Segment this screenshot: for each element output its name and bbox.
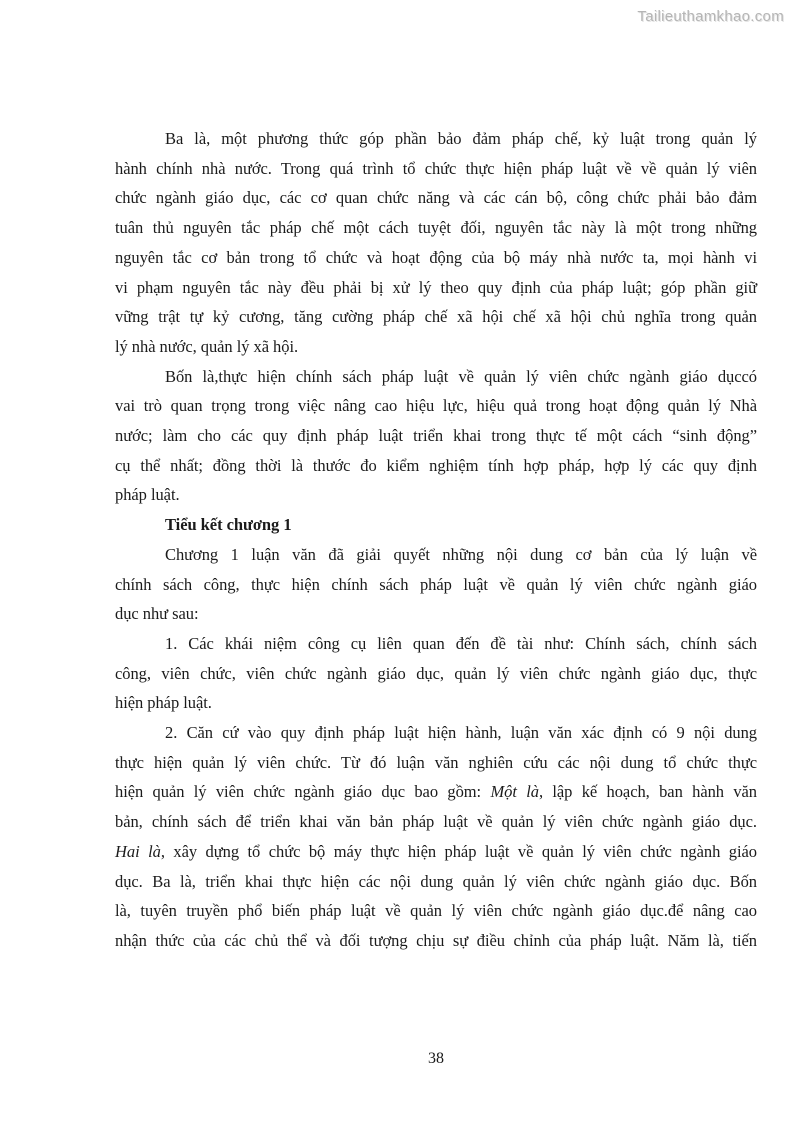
text-line — [115, 777, 757, 807]
text-line: nguyên tắc cơ bản trong tổ chức và hoạt động của bộ máy nhà nước ta, mọi hành vi — [115, 247, 757, 267]
text-line: dục như sau: — [115, 604, 199, 624]
text-line — [115, 837, 757, 867]
text-line: Chương 1 luận văn đã giải quyết những nội dung cơ bản của lý luận về — [165, 544, 757, 564]
text-line: Ba là, một phương thức góp phần bảo đảm pháp chế, kỷ luật trong quản lý — [165, 129, 757, 148]
paragraph — [115, 718, 757, 956]
text-line: chức ngành giáo dục, các cơ quan chức năng và các cán bộ, công chức phải bảo đảm — [115, 188, 757, 208]
text-line: hành chính nhà nước. Trong quá trình tổ chức thực hiện pháp luật về về quản lý viên — [115, 158, 757, 178]
text-line: công, viên chức, viên chức ngành giáo dục, quản lý viên chức ngành giáo dục, thực — [115, 663, 757, 683]
text-line: vai trò quan trọng trong việc nâng cao hiệu lực, hiệu quả trong hoạt động quản lý Nhà — [115, 396, 757, 416]
text-segment-italic: Một là — [490, 782, 539, 802]
text-line: dục. Ba là, triển khai thực hiện các nội dung quản lý viên chức ngành giáo dục. Bốn — [115, 871, 757, 891]
text-segment: , xây dựng tổ chức bộ máy thực hiện pháp luật về quản lý viên chức ngành giáo — [160, 841, 757, 861]
text-segment: hiện quản lý viên chức ngành giáo dục bao gồm: — [115, 782, 491, 802]
text-line: thực hiện quản lý viên chức. Từ đó luận văn nghiên cứu các nội dung tổ chức thực — [115, 752, 757, 772]
text-line: cụ thể nhất; đồng thời là thước đo kiểm nghiệm tính hợp pháp, hợp lý các quy định — [115, 455, 757, 475]
text-line: 2. Căn cứ vào quy định pháp luật hiện hành, luận văn xác định có 9 nội dung — [165, 723, 757, 743]
document-body — [115, 124, 757, 956]
watermark: Tailieuthamkhao.com — [637, 8, 784, 25]
text-line: chính sách công, thực hiện chính sách pháp luật về quản lý viên chức ngành giáo — [115, 574, 757, 594]
text-segment: , lập kế hoạch, ban hành văn — [538, 782, 758, 802]
paragraph — [115, 362, 757, 511]
text-segment-italic: Hai là — [115, 841, 161, 861]
paragraph — [115, 124, 757, 362]
page-number: 38 — [428, 1050, 444, 1067]
text-line: Bốn là,thực hiện chính sách pháp luật về quản lý viên chức ngành giáo dụccó — [165, 366, 757, 386]
paragraph — [115, 629, 757, 718]
text-line: vi phạm nguyên tắc này đều phải bị xử lý theo quy định của pháp luật; góp phần giữ — [115, 277, 757, 297]
text-line: tuân thủ nguyên tắc pháp chế một cách tuyệt đối, nguyên tắc này là một trong những — [115, 218, 757, 238]
text-line: lý nhà nước, quản lý xã hội. — [115, 336, 299, 356]
text-line: là, tuyên truyền phổ biến pháp luật về quản lý viên chức ngành giáo dục.để nâng cao — [115, 901, 757, 921]
text-line: bản, chính sách để triển khai văn bản pháp luật về quản lý viên chức ngành giáo dục. — [115, 812, 757, 832]
text-line: nước; làm cho các quy định pháp luật triển khai trong thực tế một cách “sinh động” — [115, 426, 757, 446]
section-heading: Tiểu kết chương 1 — [165, 515, 292, 535]
text-line: 1. Các khái niệm công cụ liên quan đến đề tài như: Chính sách, chính sách — [165, 633, 757, 653]
text-line: hiện pháp luật. — [115, 693, 212, 713]
text-line: vững trật tự kỷ cương, tăng cường pháp chế xã hội chế xã hội chủ nghĩa trong quản — [115, 307, 757, 327]
paragraph — [115, 540, 757, 629]
text-line: nhận thức của các chủ thể và đối tượng chịu sự điều chỉnh của pháp luật. Năm là, tiến — [115, 930, 757, 950]
text-line: pháp luật. — [115, 485, 180, 505]
